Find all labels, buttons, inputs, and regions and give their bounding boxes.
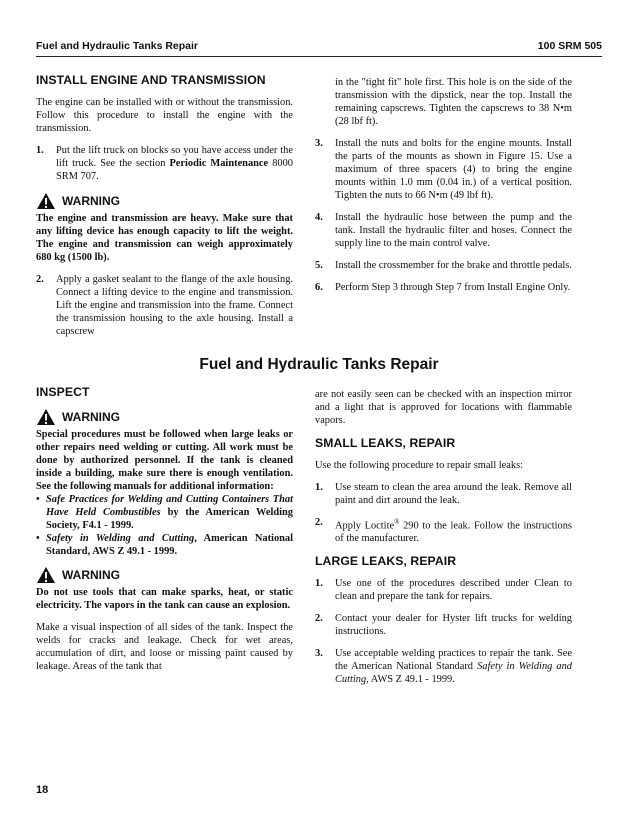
large-leaks-heading: LARGE LEAKS, REPAIR (315, 554, 457, 569)
small-leaks-step-2 (315, 516, 572, 545)
step-text-tail: 290 to the leak. Follow the instructions of the manufacturer. (335, 520, 572, 545)
engine-left-column (36, 74, 293, 347)
step-text: Apply a gasket sealant to the flange of the axle housing. Connect a lifting device to the engine and transmission. Lift the engine and transmission into the frame. Connect the transmission housing to the axle housing. Install a capscrew (56, 274, 293, 337)
step-text: Contact your dealer for Hyster lift trucks for welding instructions. (335, 613, 572, 638)
inspect-paragraph-continued: are not easily seen can be checked with an inspection mirror and a light that is approved for locations with flammable vapors. (315, 389, 572, 426)
engine-step-6 (315, 281, 572, 294)
engine-step-2-continued (315, 76, 572, 128)
manual-source: , American National Standard, AWS Z 49.1 - 1999. (46, 533, 294, 557)
engine-step-5 (315, 259, 572, 272)
inspect-right-column (315, 388, 572, 695)
step-text: Install the crossmember for the brake and throttle pedals. (335, 260, 572, 271)
large-leaks-step-3 (315, 647, 572, 686)
large-leaks-step-1 (315, 577, 572, 603)
step-number: 5. (315, 260, 323, 271)
step-number: 2. (315, 613, 323, 625)
step-text: Perform Step 3 through Step 7 from Install Engine Only. (335, 282, 571, 293)
bullet-mark: • (36, 533, 40, 544)
warning-label: WARNING (62, 567, 120, 582)
warning-label: WARNING (62, 193, 120, 208)
engine-step-1 (36, 144, 293, 183)
welding-manual-bullet-1 (36, 493, 293, 532)
inspect-left-column (36, 386, 293, 682)
step-number: 3. (315, 138, 323, 149)
section-title: Fuel and Hydraulic Tanks Repair (199, 356, 439, 373)
install-engine-intro: The engine can be installed with or without the transmission. Follow this procedure to install the engine with the transmission. (36, 97, 293, 134)
small-leaks-intro: Use the following procedure to repair small leaks: (315, 460, 524, 471)
running-header-title: Fuel and Hydraulic Tanks Repair (36, 40, 199, 52)
periodic-maintenance-ref: Periodic Maintenance (169, 158, 269, 169)
step-number: 2. (315, 517, 323, 528)
inspect-warning-1-header (36, 408, 293, 426)
header-rule (36, 56, 602, 57)
bullet-mark: • (36, 494, 40, 505)
inspect-warning-2-header (36, 566, 293, 584)
step-text: Install the hydraulic hose between the pump and the tank. Install the hydraulic filter and hoses. Connect the supply line to the main control valve. (335, 212, 572, 249)
step-number: 2. (36, 274, 44, 285)
step-text: Apply Loctite (335, 520, 395, 532)
engine-step-4 (315, 211, 572, 250)
warning-triangle-icon (36, 566, 56, 584)
engine-warning-text: The engine and transmission are heavy. Make sure that any lifting device has enough capacity to lift the weight. The engine and transmission can weigh approximately 680 kg (1500 lb). (36, 213, 293, 263)
warning-triangle-icon (36, 408, 56, 426)
inspect-warning-1-text: Special procedures must be followed when large leaks or other repairs need welding or cutting. All work must be done by authorized personnel. If the tank is cleaned inside a building, make sure there is enough ventilation. See the following manuals for additional information: (36, 429, 293, 492)
step-text: Use acceptable welding practices to repair the tank. See the American National Standard (335, 648, 572, 673)
step-number: 3. (315, 648, 323, 660)
inspect-paragraph: Make a visual inspection of all sides of the tank. Inspect the welds for cracks and leakage. Check for wet areas, accumulation of dirt, and loose or missing paint caused by leakage. Areas of the tank that (36, 622, 293, 672)
step-number: 1. (315, 482, 323, 493)
step-text-tail: AWS Z 49.1 - 1999. (368, 674, 455, 686)
registered-mark: ® (394, 518, 400, 526)
running-header-code: 100 SRM 505 (537, 40, 602, 52)
engine-warning-header (36, 192, 293, 210)
page-number: 18 (36, 784, 49, 796)
manual-source: by the American Welding Society, F4.1 - 1999. (46, 507, 293, 531)
engine-step-2 (36, 273, 293, 338)
large-leaks-step-2 (315, 612, 572, 638)
step-text-tail: 8000 SRM 707. (56, 158, 293, 182)
step-number: 1. (36, 145, 44, 156)
manual-title: Safe Practices for Welding and Cutting Containers That Have Held Combustibles (46, 494, 293, 518)
warning-label: WARNING (62, 409, 120, 424)
step-text: Use one of the procedures described under Clean to clean and prepare the tank for repairs. (335, 578, 572, 603)
small-leaks-step-1 (315, 481, 572, 507)
step-text: Install the nuts and bolts for the engine mounts. Install the parts of the mounts as shown in Figure 15. Use a maximum of three spacers (4) to bring the engine mounts within 1.0 mm (0.04 in.) of a vertical position. Tighten the nuts to 66 N•m (49 lbf ft). (335, 138, 572, 201)
standard-title: Safety in Welding and Cutting, (335, 661, 572, 686)
step-number: 1. (315, 578, 323, 590)
step-number: 4. (315, 212, 323, 223)
engine-right-column (315, 76, 572, 303)
step-number: 6. (315, 282, 323, 293)
step-text: in the "tight fit" hole first. This hole is on the side of the transmission with the dipstick, near the top. Install the remaining capscrews. Tighten the capscrews to 38 N•m (28 lbf ft). (335, 77, 572, 127)
small-leaks-heading: SMALL LEAKS, REPAIR (315, 436, 456, 450)
step-text: Put the lift truck on blocks so you have access under the lift truck. See the section (56, 145, 293, 169)
inspect-warning-2-text: Do not use tools that can make sparks, heat, or static electricity. The vapors in the tank can cause an explosion. (36, 587, 293, 611)
step-text: Use steam to clean the area around the leak. Remove all paint and dirt around the leak. (335, 482, 572, 506)
welding-manual-bullet-2 (36, 532, 293, 558)
install-engine-heading: INSTALL ENGINE AND TRANSMISSION (36, 73, 266, 87)
inspect-heading: INSPECT (36, 385, 90, 399)
warning-triangle-icon (36, 192, 56, 210)
engine-step-3 (315, 137, 572, 202)
manual-title: Safety in Welding and Cutting (46, 533, 195, 544)
